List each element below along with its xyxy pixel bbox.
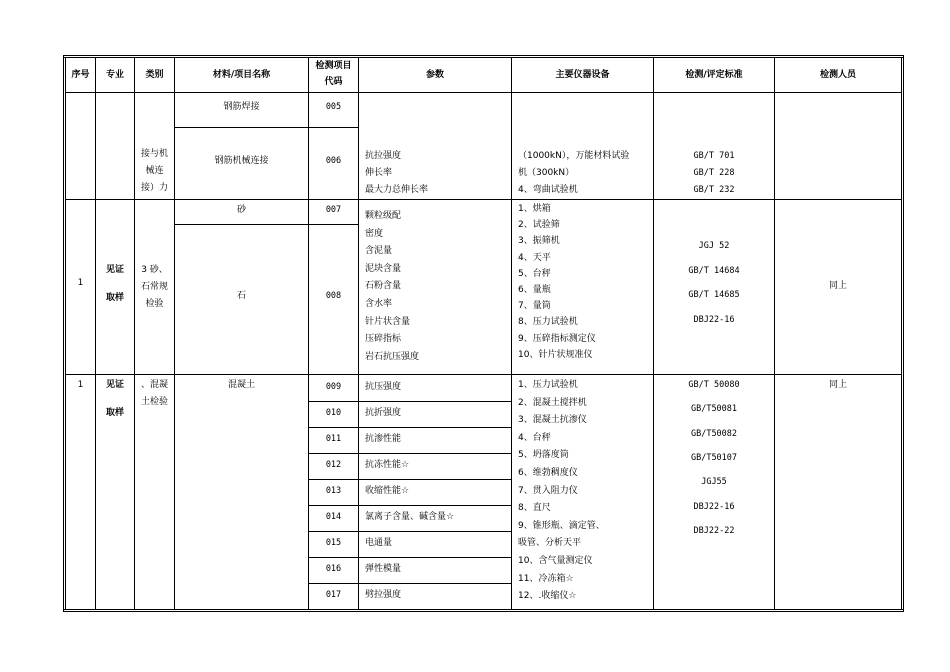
material-name: 钢筋机械连接: [214, 156, 269, 166]
block-divider: [65, 374, 902, 375]
standard-text: GB/T50082: [690, 428, 738, 439]
row-divider: [174, 224, 358, 225]
equipment-text: 8、直尺: [518, 503, 551, 514]
equipment-text: 7、贯入阻力仪: [518, 485, 578, 496]
equipment-text: 1、烘箱: [518, 204, 551, 214]
param-text: 颗粒级配: [365, 211, 402, 221]
equipment-text: 8、压力试验机: [518, 317, 578, 328]
equipment-text: 吸管、分析天平: [518, 538, 582, 549]
param-text: 收缩性能☆: [365, 486, 410, 496]
standard-text: GB/T 14684: [688, 265, 740, 276]
major-line: 取样: [105, 293, 124, 303]
equipment-text: 4、弯曲试验机: [518, 185, 578, 195]
item-code: 005: [325, 102, 342, 112]
equipment-text: 9、锥形瓶、滴定管、: [518, 520, 605, 531]
param-text: 抗拉强度: [365, 151, 402, 161]
param-text: 电通量: [365, 538, 393, 548]
item-code: 008: [325, 291, 342, 301]
equipment-text: 11、冷冻箱☆: [518, 573, 574, 584]
param-text: 含水率: [365, 299, 393, 309]
col-divider: [95, 57, 96, 610]
item-code: 014: [325, 512, 342, 522]
param-text: 含泥量: [365, 246, 393, 257]
category-line: 、混凝: [140, 380, 168, 390]
param-text: 抗冻性能☆: [365, 460, 410, 470]
personnel-text: 同上: [828, 380, 847, 390]
header-row-bottom: [65, 92, 902, 93]
row-divider: [308, 557, 511, 558]
item-code: 016: [325, 564, 342, 574]
header-code-line2: 代码: [324, 77, 343, 87]
col-divider: [774, 57, 775, 610]
equipment-text: 9、压碎指标测定仪: [518, 333, 596, 344]
param-text: 抗折强度: [365, 408, 402, 418]
row-divider: [308, 427, 511, 428]
row-divider: [308, 531, 511, 532]
personnel-text: 同上: [828, 281, 847, 291]
param-text: 抗渗性能: [365, 434, 402, 444]
standard-text: GB/T50107: [690, 452, 738, 463]
equipment-text: 6、维勃稠度仪: [518, 468, 578, 478]
standard-text: GB/T 701: [693, 151, 735, 161]
equipment-text: 3、振筛机: [518, 236, 560, 247]
material-name: 砂: [236, 205, 246, 215]
col-divider: [308, 57, 309, 610]
major-line: 见证: [105, 380, 124, 390]
equipment-text: 2、试验筛: [518, 220, 560, 231]
param-text: 压碎指标: [365, 334, 402, 345]
equipment-text: 4、天平: [518, 252, 551, 263]
block-divider: [65, 199, 902, 200]
category-line: 接与机: [140, 149, 168, 159]
table-border-top-inner: [63, 57, 904, 58]
param-text: 岩石抗压强度: [365, 351, 420, 362]
category-line: 械连: [145, 166, 164, 176]
standard-text: DBJ22-16: [693, 314, 735, 325]
major-line: 取样: [105, 408, 124, 418]
header-params: 参数: [425, 70, 444, 80]
header-category: 类别: [145, 70, 164, 80]
equipment-text: 5、台秤: [518, 268, 551, 279]
standard-text: DBJ22-16: [693, 501, 735, 512]
row-divider: [308, 583, 511, 584]
param-text: 密度: [365, 228, 384, 239]
equipment-text: 3、混凝土抗渗仪: [518, 415, 587, 426]
row-divider: [308, 453, 511, 454]
row-divider: [174, 127, 358, 128]
item-code: 009: [325, 382, 342, 392]
param-text: 劈拉强度: [365, 590, 402, 600]
seq-number: 1: [77, 380, 84, 390]
category-line: 土检验: [140, 397, 168, 407]
item-code: 017: [325, 590, 342, 600]
item-code: 007: [325, 205, 342, 215]
param-text: 抗压强度: [365, 382, 402, 392]
table-border-left-inner: [65, 57, 66, 610]
header-major: 专业: [105, 70, 124, 80]
col-divider: [174, 57, 175, 610]
standard-text: GB/T 228: [693, 168, 735, 178]
table-border-right: [903, 55, 904, 612]
item-code: 010: [325, 408, 342, 418]
category-line: 检验: [145, 299, 164, 309]
category-line: 石常规: [140, 282, 168, 292]
equipment-text: （1000kN），万能材料试验: [518, 151, 630, 161]
table-border-left: [63, 55, 64, 612]
category-line: 3 砂、: [141, 265, 168, 275]
col-divider: [358, 57, 359, 610]
param-text: 泥块含量: [365, 263, 402, 274]
standard-text: GB/T50081: [690, 404, 738, 415]
header-equipment: 主要仪器设备: [555, 70, 610, 80]
material-name: 混凝土: [227, 380, 255, 390]
header-code-line1: 检测项目: [315, 61, 352, 71]
item-code: 012: [325, 460, 342, 470]
item-code: 013: [325, 486, 342, 496]
equipment-text: 机（300kN）: [518, 168, 575, 178]
table-border-bottom-inner: [63, 611, 904, 612]
equipment-text: 7、量筒: [518, 301, 551, 312]
col-divider: [134, 57, 135, 610]
standard-text: GB/T 14685: [688, 290, 740, 300]
seq-number: 1: [77, 278, 84, 288]
item-code: 006: [325, 156, 342, 166]
equipment-text: 6、量瓶: [518, 285, 551, 295]
standard-text: JGJ55: [701, 477, 727, 488]
table-border-right-inner: [901, 57, 902, 610]
row-divider: [308, 401, 511, 402]
param-text: 石粉含量: [365, 281, 402, 292]
equipment-text: 12、.收缩仪☆: [518, 591, 577, 602]
header-seq: 序号: [71, 70, 90, 80]
standard-text: GB/T 232: [693, 185, 735, 195]
category-line: 接）力: [140, 183, 168, 193]
major-line: 见证: [105, 265, 124, 275]
col-divider: [511, 57, 512, 610]
table-border-bottom: [63, 609, 904, 610]
equipment-text: 2、混凝土搅拌机: [518, 397, 587, 408]
row-divider: [308, 479, 511, 480]
header-personnel: 检测人员: [819, 70, 856, 80]
equipment-text: 10、含气量测定仪: [518, 556, 593, 566]
param-text: 伸长率: [365, 168, 393, 178]
equipment-text: 1、压力试验机: [518, 380, 578, 390]
equipment-text: 4、台秤: [518, 432, 551, 443]
standard-text: GB/T 50080: [688, 380, 740, 390]
param-text: 最大力总伸长率: [365, 185, 429, 195]
equipment-text: 10、针片状规准仪: [518, 349, 593, 360]
param-text: 针片状含量: [365, 316, 411, 327]
material-name: 钢筋焊接: [223, 102, 260, 112]
item-code: 011: [325, 434, 342, 444]
item-code: 015: [325, 538, 342, 548]
standard-text: JGJ 52: [698, 241, 730, 251]
row-divider: [308, 505, 511, 506]
table-border-top: [63, 55, 904, 56]
equipment-text: 5、坍落度筒: [518, 450, 569, 461]
standard-text: DBJ22-22: [693, 525, 735, 536]
param-text: 氯离子含量、碱含量☆: [365, 512, 455, 522]
param-text: 弹性模量: [365, 564, 402, 574]
header-standard: 检测/评定标准: [685, 70, 743, 80]
material-name: 石: [236, 291, 246, 301]
header-material: 材料/项目名称: [212, 70, 271, 80]
